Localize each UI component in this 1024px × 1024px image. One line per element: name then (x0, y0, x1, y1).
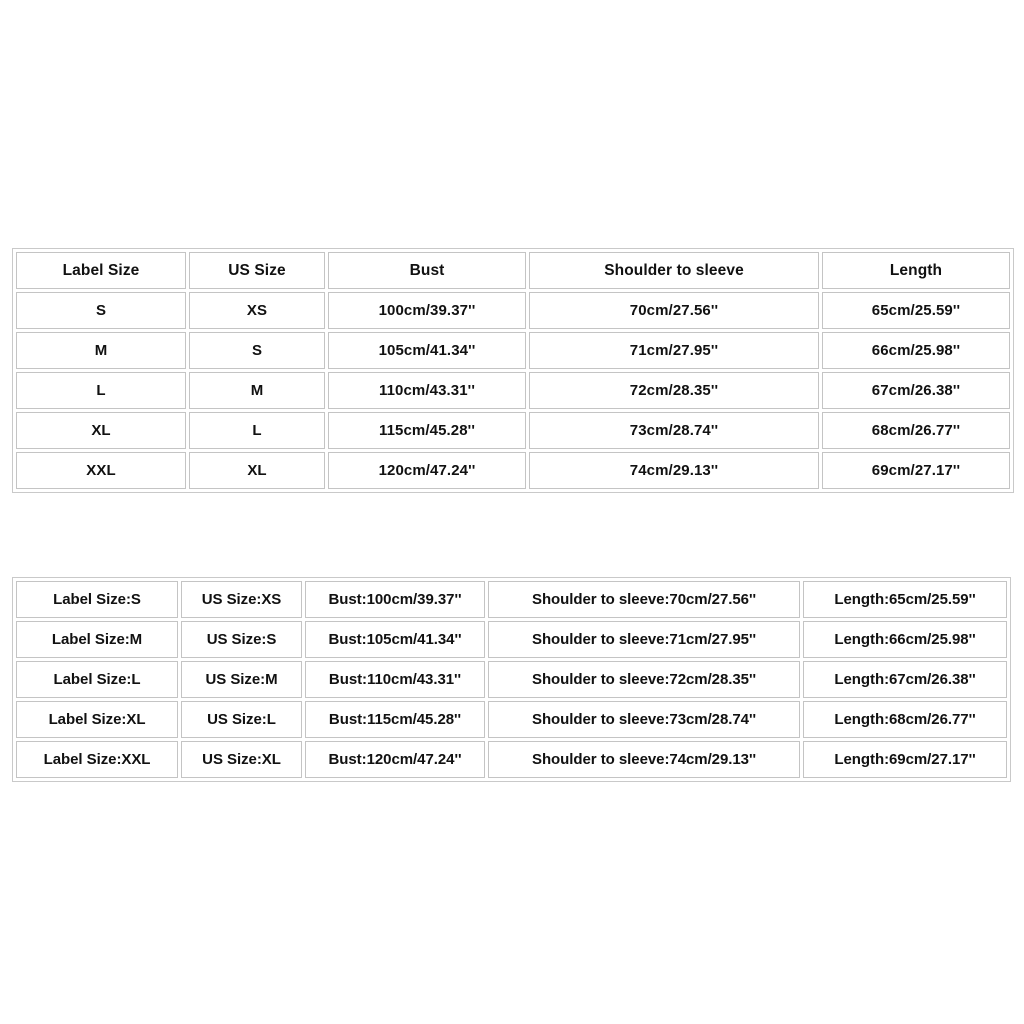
cell-length: 66cm/25.98'' (822, 332, 1010, 369)
cell-length: Length:68cm/26.77'' (803, 701, 1007, 738)
cell-length: 68cm/26.77'' (822, 412, 1010, 449)
cell-label-size: XXL (16, 452, 186, 489)
cell-label-size: S (16, 292, 186, 329)
cell-bust: 100cm/39.37'' (328, 292, 526, 329)
cell-us-size: S (189, 332, 325, 369)
cell-bust: 110cm/43.31'' (328, 372, 526, 409)
cell-shoulder-to-sleeve: 71cm/27.95'' (529, 332, 819, 369)
column-header-shoulder-to-sleeve: Shoulder to sleeve (529, 252, 819, 289)
cell-bust: Bust:105cm/41.34'' (305, 621, 485, 658)
cell-us-size: US Size:M (181, 661, 302, 698)
column-header-us-size: US Size (189, 252, 325, 289)
cell-shoulder-to-sleeve: 73cm/28.74'' (529, 412, 819, 449)
cell-label-size: XL (16, 412, 186, 449)
cell-label-size: Label Size:M (16, 621, 178, 658)
table-row (16, 452, 1010, 489)
cell-us-size: XS (189, 292, 325, 329)
cell-bust: 115cm/45.28'' (328, 412, 526, 449)
table-row (16, 621, 1007, 658)
cell-shoulder-to-sleeve: Shoulder to sleeve:73cm/28.74'' (488, 701, 800, 738)
table-body (16, 581, 1007, 778)
cell-length: Length:66cm/25.98'' (803, 621, 1007, 658)
cell-bust: 105cm/41.34'' (328, 332, 526, 369)
cell-us-size: US Size:S (181, 621, 302, 658)
column-header-label-size: Label Size (16, 252, 186, 289)
cell-shoulder-to-sleeve: 74cm/29.13'' (529, 452, 819, 489)
table-row (16, 741, 1007, 778)
cell-shoulder-to-sleeve: Shoulder to sleeve:74cm/29.13'' (488, 741, 800, 778)
size-chart-table-labeled (12, 577, 1011, 782)
column-header-length: Length (822, 252, 1010, 289)
cell-shoulder-to-sleeve: Shoulder to sleeve:71cm/27.95'' (488, 621, 800, 658)
cell-us-size: L (189, 412, 325, 449)
size-chart-table (12, 248, 1014, 493)
table-body (16, 292, 1010, 489)
cell-us-size: M (189, 372, 325, 409)
table-row (16, 332, 1010, 369)
table-row (16, 581, 1007, 618)
cell-length: 65cm/25.59'' (822, 292, 1010, 329)
cell-label-size: Label Size:L (16, 661, 178, 698)
cell-label-size: Label Size:XXL (16, 741, 178, 778)
cell-label-size: L (16, 372, 186, 409)
cell-length: 69cm/27.17'' (822, 452, 1010, 489)
cell-bust: Bust:115cm/45.28'' (305, 701, 485, 738)
table-row (16, 412, 1010, 449)
cell-shoulder-to-sleeve: 72cm/28.35'' (529, 372, 819, 409)
cell-bust: Bust:120cm/47.24'' (305, 741, 485, 778)
table-row (16, 372, 1010, 409)
cell-length: Length:67cm/26.38'' (803, 661, 1007, 698)
cell-us-size: US Size:XL (181, 741, 302, 778)
cell-bust: Bust:100cm/39.37'' (305, 581, 485, 618)
cell-bust: Bust:110cm/43.31'' (305, 661, 485, 698)
cell-length: Length:65cm/25.59'' (803, 581, 1007, 618)
table-row (16, 661, 1007, 698)
table-header-row (16, 252, 1010, 289)
cell-us-size: US Size:L (181, 701, 302, 738)
table-row (16, 701, 1007, 738)
cell-length: 67cm/26.38'' (822, 372, 1010, 409)
column-header-bust: Bust (328, 252, 526, 289)
cell-label-size: M (16, 332, 186, 369)
table-header (16, 252, 1010, 289)
cell-shoulder-to-sleeve: Shoulder to sleeve:72cm/28.35'' (488, 661, 800, 698)
table-row (16, 292, 1010, 329)
cell-shoulder-to-sleeve: 70cm/27.56'' (529, 292, 819, 329)
cell-us-size: US Size:XS (181, 581, 302, 618)
cell-label-size: Label Size:S (16, 581, 178, 618)
cell-bust: 120cm/47.24'' (328, 452, 526, 489)
cell-shoulder-to-sleeve: Shoulder to sleeve:70cm/27.56'' (488, 581, 800, 618)
cell-us-size: XL (189, 452, 325, 489)
cell-label-size: Label Size:XL (16, 701, 178, 738)
cell-length: Length:69cm/27.17'' (803, 741, 1007, 778)
